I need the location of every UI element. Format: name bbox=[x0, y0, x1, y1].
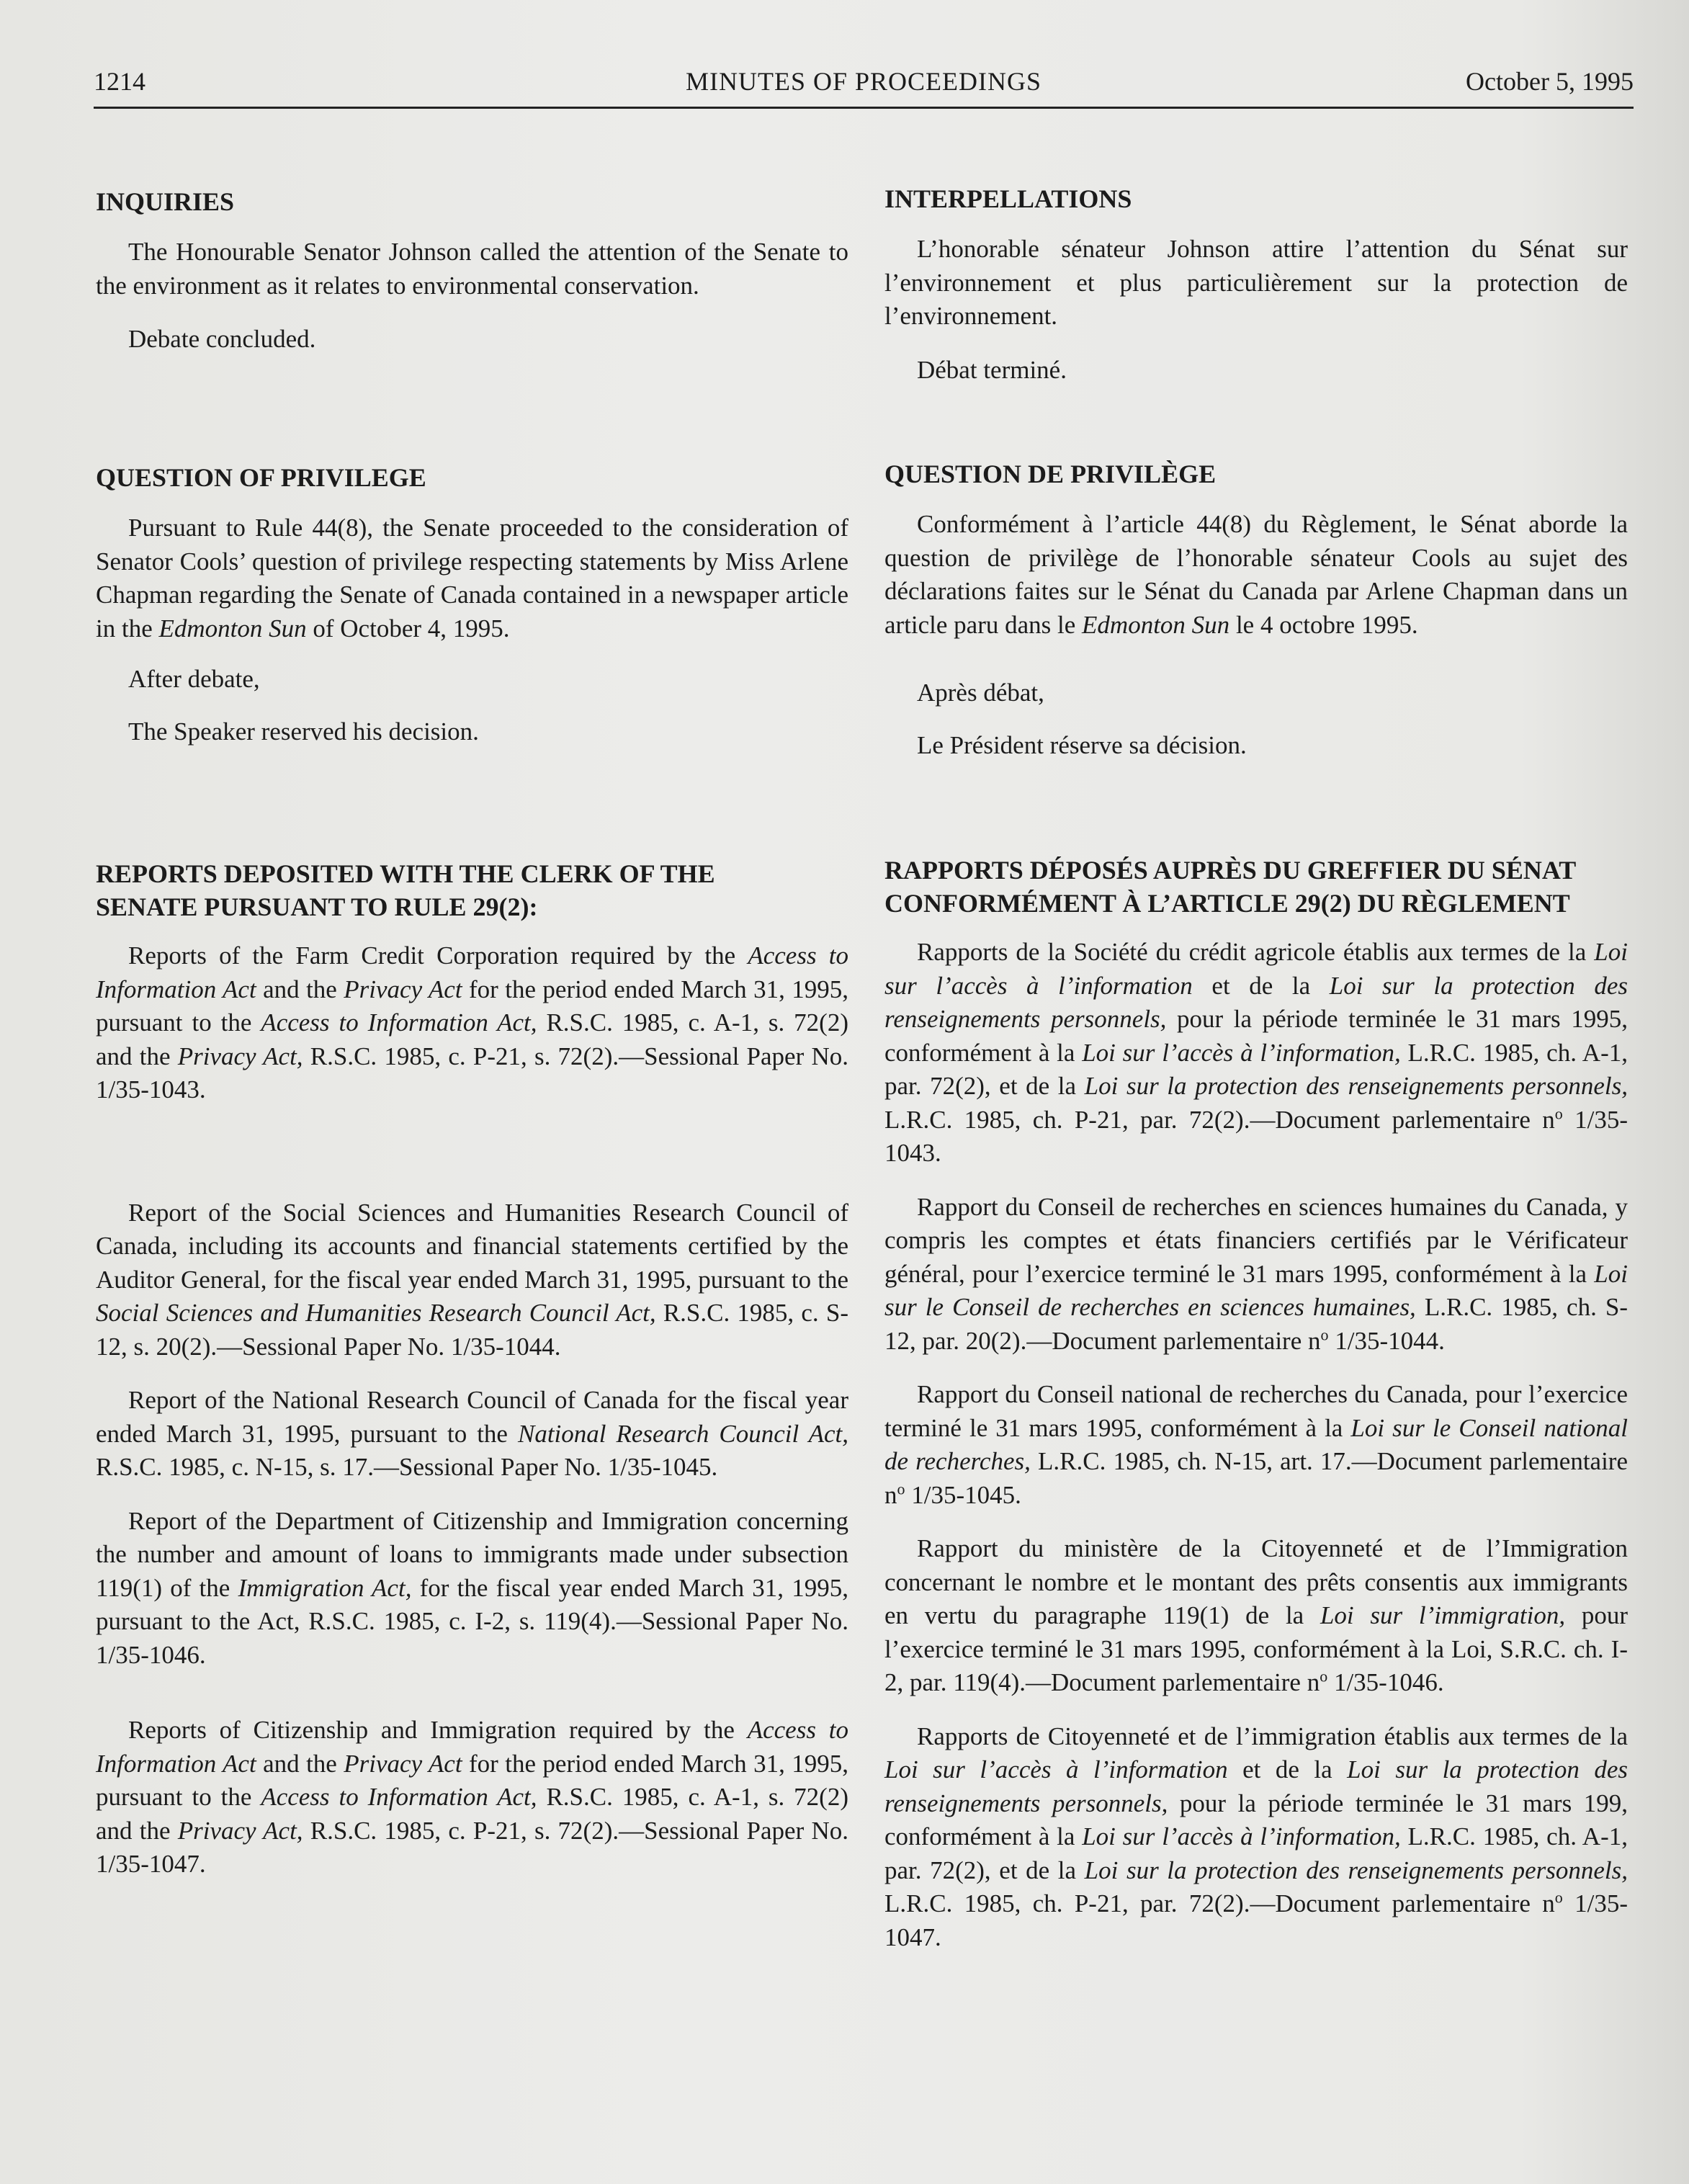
paragraph: The Speaker reserved his decision. bbox=[128, 717, 479, 746]
section-heading: QUESTION OF PRIVILEGE bbox=[96, 463, 426, 492]
paragraph: Debate concluded. bbox=[128, 325, 316, 353]
report-paragraph: Report of the National Research Council of Canada for the fiscal year ended March 31, 1995, pursuant to the National Research Council Act, R.S.C. 1985, c. N-15, s. 17.—Sessional Paper No. 1/35-1045. bbox=[96, 1386, 849, 1481]
section-heading: REPORTS DEPOSITED WITH THE CLERK OF THE SENATE PURSUANT TO RULE 29(2): bbox=[96, 859, 715, 921]
paragraph: The Honourable Senator Johnson called the attention of the Senate to the environment as it relates to environmental conservation. bbox=[96, 238, 848, 300]
report-paragraph: Report of the Social Sciences and Humanities Research Council of Canada, including its accounts and financial statements certified by the Auditor General, for the fiscal year ended March 31, 1995, pursuant to the Social Sciences and Humanities Research Council Act, R.S.C. 1985, c. S-12, s. 20(2).—Sessional Paper No. 1/35-1044. bbox=[96, 1198, 849, 1361]
paragraph: Après débat, bbox=[917, 679, 1044, 707]
page-header bbox=[94, 66, 1634, 109]
section-heading: INTERPELLATIONS bbox=[884, 184, 1132, 213]
paragraph: After debate, bbox=[128, 665, 260, 693]
privilege-section-fr bbox=[884, 457, 1628, 762]
report-paragraph: Rapport du Conseil national de recherches du Canada, pour l’exercice terminé le 31 mars 1995, conformément à la Loi sur le Conseil national de recherches, L.R.C. 1985, ch. N-15, art. 17.—Document parlementaire $n^o$ 1/35-1045. bbox=[884, 1380, 1628, 1509]
report-paragraph: Reports of the Farm Credit Corporation required by the Access to Information Act and the Privacy Act for the period ended March 31, 1995, pursuant to the Access to Information Act, R.S.C. 1985, c. A-1, s. 72(2) and the Privacy Act, R.S.C. 1985, c. P-21, s. 72(2).—Sessional Paper No. 1/35-1043. bbox=[96, 941, 849, 1104]
paragraph: Débat terminé. bbox=[917, 355, 1067, 384]
report-paragraph: Rapports de Citoyenneté et de l’immigration établis aux termes de la Loi sur l’accès à l’information et de la Loi sur la protection des renseignements personnels, pour la période terminée le 31 mars 199, conformément à la Loi sur l’accès à l’information, L.R.C. 1985, ch. A-1, par. 72(2), et de la Loi sur la protection des renseignements personnels, L.R.C. 1985, ch. P-21, par. 72(2).—Document parlementaire $n^o$ 1/35-1047. bbox=[884, 1722, 1628, 1951]
paragraph: Pursuant to Rule 44(8), the Senate proceeded to the consideration of Senator Cools’ question of privilege respecting statements by Miss Arlene Chapman regarding the Senate of Canada contained in a newspaper article in the Edmonton Sun of October 4, 1995. bbox=[96, 514, 848, 643]
inquiries-section bbox=[96, 185, 848, 357]
report-paragraph: Rapports de la Société du crédit agricole établis aux termes de la Loi sur l’accès à l’information et de la Loi sur la protection des renseignements personnels, pour la période terminée le 31 mars 1995, conformément à la Loi sur l’accès à l’information, L.R.C. 1985, ch. A-1, par. 72(2), et de la Loi sur la protection des renseignements personnels, L.R.C. 1985, ch. P-21, par. 72(2).—Document parlementaire $n^o$ 1/35-1043. bbox=[884, 938, 1628, 1167]
section-heading: QUESTION DE PRIVILÈGE bbox=[884, 460, 1217, 488]
report-paragraph: Rapport du ministère de la Citoyenneté et de l’Immigration concernant le nombre et le montant des prêts consentis aux immigrants en vertu du paragraphe 119(1) de la Loi sur l’immigration, pour l’exercice terminé le 31 mars 1995, conformément à la Loi, S.R.C. ch. I-2, par. 119(4).—Document parlementaire $n^o$ 1/35-1046. bbox=[884, 1534, 1628, 1696]
reports-section bbox=[96, 857, 848, 1881]
paragraph: Le Président réserve sa décision. bbox=[917, 730, 1247, 759]
interpellations-section bbox=[884, 182, 1628, 387]
section-heading: RAPPORTS DÉPOSÉS AUPRÈS DU GREFFIER DU SÉNAT CONFORMÉMENT À L’ARTICLE 29(2) DU RÈGLEMENT bbox=[884, 856, 1577, 918]
report-paragraph: Rapport du Conseil de recherches en sciences humaines du Canada, y compris les comptes et états financiers certifiés par le Vérificateur général, pour l’exercice terminé le 31 mars 1995, conformément à la Loi sur le Conseil de recherches en sciences humaines, L.R.C. 1985, ch. S-12, par. 20(2).—Document parlementaire $n^o$ 1/35-1044. bbox=[884, 1192, 1628, 1355]
report-paragraph: Report of the Department of Citizenship and Immigration concerning the number and amount of loans to immigrants made under subsection 119(1) of the Immigration Act, for the fiscal year ended March 31, 1995, pursuant to the Act, R.S.C. 1985, c. I-2, s. 119(4).—Sessional Paper No. 1/35-1046. bbox=[96, 1506, 848, 1669]
section-heading: INQUIRIES bbox=[96, 187, 235, 216]
privilege-section bbox=[96, 461, 848, 748]
report-paragraph: Reports of Citizenship and Immigration required by the Access to Information Act and the Privacy Act for the period ended March 31, 1995, pursuant to the Access to Information Act, R.S.C. 1985, c. A-1, s. 72(2) and the Privacy Act, R.S.C. 1985, c. P-21, s. 72(2).—Sessional Paper No. 1/35-1047. bbox=[96, 1716, 849, 1878]
page-number: 1214 bbox=[94, 67, 145, 96]
reports-section-fr bbox=[884, 854, 1628, 1954]
paragraph: L’honorable sénateur Johnson attire l’attention du Sénat sur l’environnement et plus particulièrement sur la protection de l’environnement. bbox=[884, 235, 1628, 330]
header-date: October 5, 1995 bbox=[1466, 67, 1634, 96]
paragraph: Conformément à l’article 44(8) du Règlement, le Sénat aborde la question de privilège de l’honorable sénateur Cools au sujet des déclarations faites sur le Sénat du Canada par Arlene Chapman dans un article paru dans le Edmonton Sun le 4 octobre 1995. bbox=[884, 510, 1628, 639]
running-title: MINUTES OF PROCEEDINGS bbox=[685, 67, 1042, 96]
